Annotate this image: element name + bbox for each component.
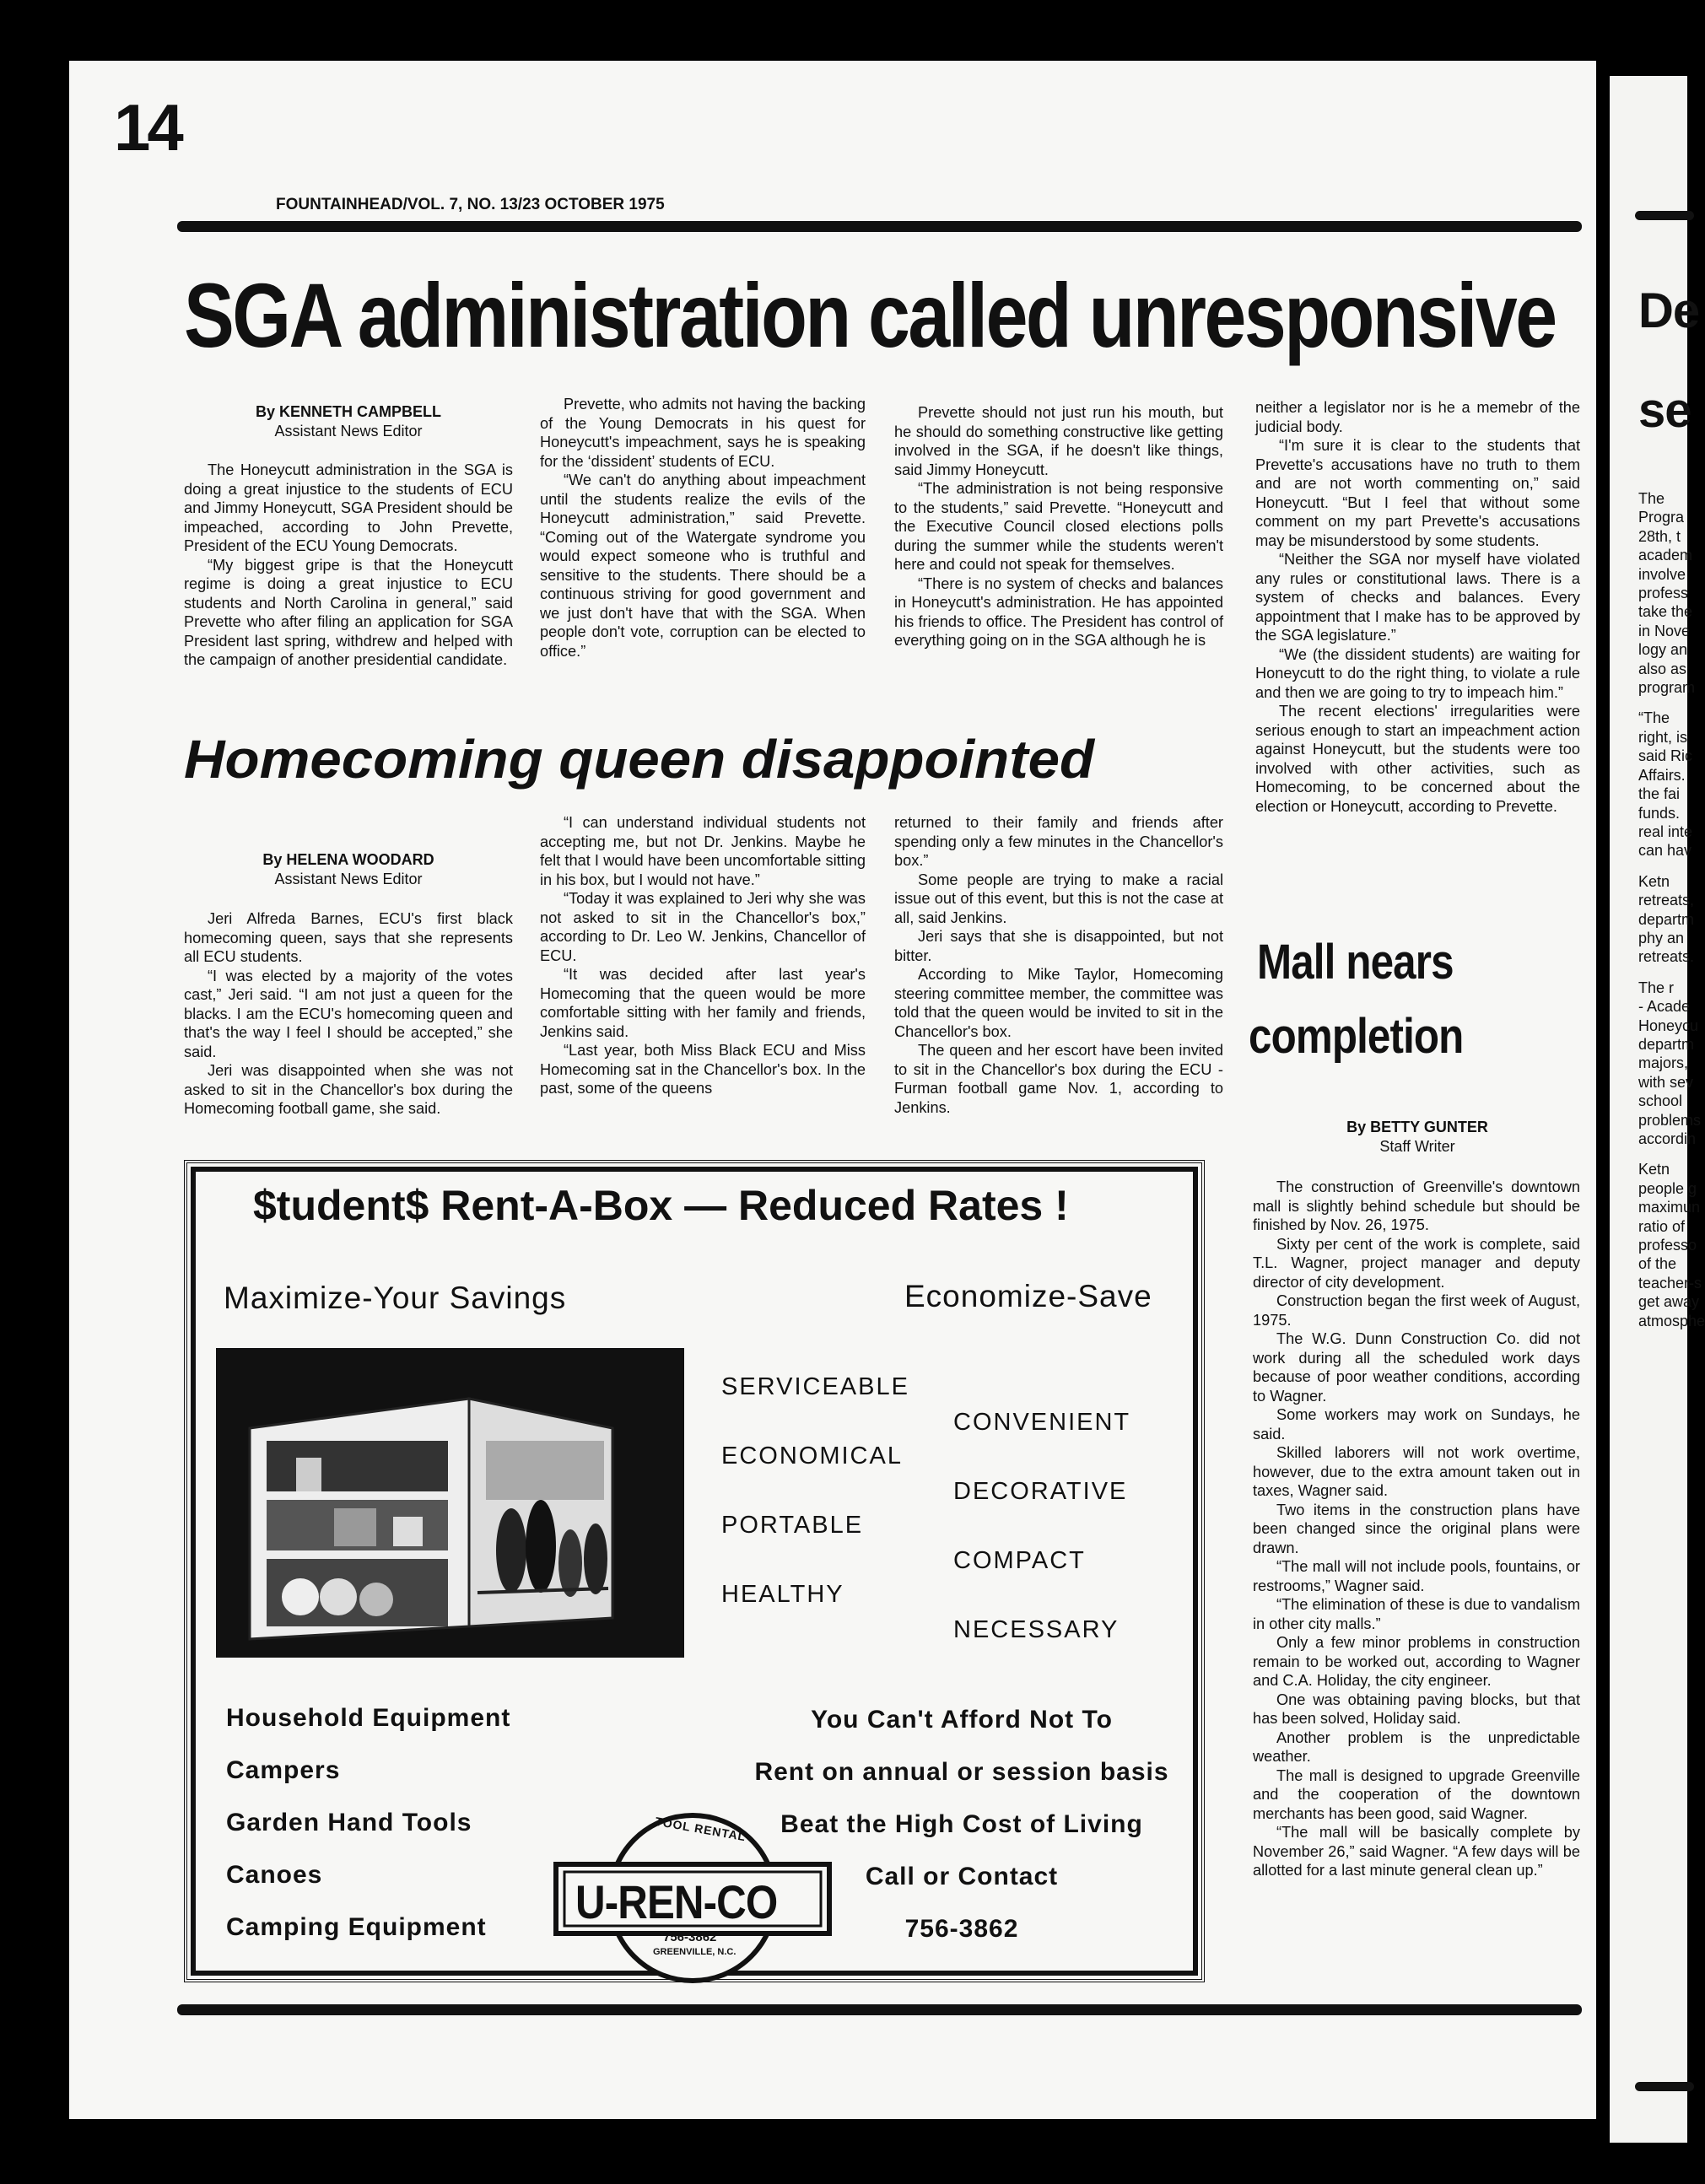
text-fragment: program (1638, 679, 1696, 697)
mall-headline-line-1: Mall nears (1257, 935, 1454, 990)
text-fragment: teacher-s (1638, 1274, 1702, 1292)
bottom-rule-fragment (1635, 2082, 1694, 2091)
text-fragment: professo (1638, 1237, 1697, 1254)
ad-adjective: COMPACT (953, 1547, 1086, 1574)
text-fragment: of the (1638, 1255, 1677, 1273)
urenco-logo (553, 1812, 832, 1985)
logo-name: U-REN-CO (575, 1875, 778, 1928)
paragraph: Prevette should not just run his mouth, but he should do something constructive like getting involved in the SGA, if he doesn't like things, said Jimmy Honeycutt. (894, 404, 1223, 478)
text-fragment: maximun (1638, 1199, 1701, 1216)
sga-column-4 (1255, 398, 1580, 816)
text-fragment: profess (1638, 585, 1689, 602)
paragraph: Jeri says that she is disappointed, but not bitter. (894, 928, 1223, 964)
queen-column-3 (894, 813, 1223, 1117)
text-fragment: phy an (1638, 929, 1685, 946)
mall-byline (1253, 1118, 1582, 1157)
text-fragment: The (1638, 490, 1665, 507)
paragraph: The construction of Greenville's downtown mall is slightly behind schedule but should be finished by Nov. 26, 1975. (1253, 1178, 1580, 1233)
ad-left-tagline: Maximize-Your Savings (224, 1281, 567, 1315)
paragraph: Construction began the first week of August, 1975. (1253, 1292, 1580, 1329)
dateline: FOUNTAINHEAD/VOL. 7, NO. 13/23 OCTOBER 1975 (276, 196, 665, 213)
text-fragment: Ketn (1638, 872, 1670, 890)
refrigerator-photo (216, 1348, 684, 1658)
queen-column-1 (184, 909, 513, 1119)
paragraph: “Neither the SGA nor myself have violated any rules or constitutional laws. There is a system of checks and balances. Every appointment that I make has to be approved by the SGA legislature.” (1255, 551, 1580, 644)
paragraph: Jeri Alfreda Barnes, ECU's first black homecoming queen, says that she represents all ECU students. (184, 910, 513, 965)
paragraph: Some workers may work on Sundays, he said. (1253, 1406, 1580, 1443)
sga-headline: SGA administration called unresponsive (184, 264, 1556, 366)
text-fragment: “The (1638, 709, 1670, 727)
text-fragment: Progra (1638, 509, 1685, 526)
paragraph: Jeri was disappointed when she was not asked to sit in the Chancellor's box during the Homecoming football game, she said. (184, 1062, 513, 1117)
text-fragment: take the (1638, 603, 1693, 621)
queen-byline (184, 850, 513, 889)
paragraph: Only a few minor problems in construction remain to be worked out, according to Wagner and C.A. Holiday, the city engineer. (1253, 1634, 1580, 1689)
paragraph: “I'm sure it is clear to the students that Prevette's accusations have no truth to them and are not worth commenting on,” said Honeycutt. “But I feel that without some comment on my part Prevette's accusations may be misunderstood by some students. (1255, 437, 1580, 549)
paragraph: “My biggest gripe is that the Honeycutt regime is doing a great injustice to ECU students and North Carolina in general,” said Prevette who after filing an application for SGA President last spring, withdrew and helped with the campaign of another presidential candidate. (184, 556, 513, 668)
paragraph: “We (the dissident students) are waiting for Honeycutt to do the right thing, to violate a rule and then we are going to try to impeach him.” (1255, 645, 1580, 701)
ad-uses-list (226, 1704, 580, 1966)
sga-author: By KENNETH CAMPBELL (255, 403, 441, 420)
text-fragment: with sev (1638, 1073, 1694, 1091)
text-fragment: majors, (1638, 1054, 1689, 1072)
text-fragment: in Nove (1638, 622, 1691, 639)
paragraph: The mall is designed to upgrade Greenville and the cooperation of the downtown merchants has been good, said Wagner. (1253, 1766, 1580, 1822)
text-fragment: academ (1638, 547, 1693, 564)
paragraph: Two items in the construction plans have been changed since the original plans were drawn. (1253, 1501, 1580, 1556)
text-fragment: problems (1638, 1111, 1702, 1129)
sga-column-2 (540, 395, 866, 661)
paragraph: “We can't do anything about impeachment until the students realize the evils of the Honeycutt administration,” said Prevette. “Coming out of the Watergate syndrome you would expect someone who is truthful and sensitive to the students. There should be a continuous striving for good government and we just don't have that with the SGA. When people don't vote, corruption can be elected to office.” (540, 472, 866, 660)
queen-author-title: Assistant News Editor (274, 871, 423, 887)
queen-author: By HELENA WOODARD (262, 851, 434, 868)
paragraph: Skilled laborers will not work overtime, however, due to the extra amount taken out in taxes, Wagner said. (1253, 1444, 1580, 1499)
ad-right-tagline: Economize-Save (904, 1279, 1152, 1313)
paragraph: “It was decided after last year's Homecoming that the queen would be more comfortable sitting with her family and friends, Jenkins said. (540, 966, 866, 1040)
text-fragment: retreats. (1638, 948, 1695, 966)
text-fragment: accordin (1638, 1130, 1697, 1147)
paragraph: The Honeycutt administration in the SGA is doing a great injustice to the students of ECU and Jimmy Honeycutt, SGA President should be impeached, according to John Prevette, President of the ECU Young Democrats. (184, 461, 513, 554)
ad-use-item: Household Equipment (226, 1704, 511, 1732)
text-fragment: The r (1638, 979, 1675, 996)
paragraph: “Last year, both Miss Black ECU and Miss Homecoming sat in the Chancellor's box. In the past, some of the queens (540, 1042, 866, 1097)
ad-use-item: Garden Hand Tools (226, 1809, 472, 1836)
text-fragment: also as (1638, 660, 1687, 677)
logo-top-text: TOOL RENTAL (654, 1814, 747, 1844)
text-fragment: retreats, (1638, 892, 1695, 909)
paragraph: One was obtaining paving blocks, but that has been solved, Holiday said. (1253, 1691, 1580, 1727)
text-fragment: the fai (1638, 785, 1681, 803)
paragraph: Another problem is the unpredictable weather. (1253, 1728, 1580, 1765)
ad-adjective: DECORATIVE (953, 1478, 1128, 1505)
ad-adjective: ECONOMICAL (721, 1443, 903, 1469)
header-rule (177, 221, 1582, 232)
mall-author-title: Staff Writer (1379, 1138, 1455, 1155)
text-fragment: can hav (1638, 842, 1692, 860)
text-fragment: involve (1638, 565, 1686, 583)
text-fragment: get away (1638, 1293, 1700, 1311)
paragraph: According to Mike Taylor, Homecoming steering committee member, the committee was told that the queen would be invited to sit in the Chancellor's box. (894, 966, 1223, 1040)
sga-column-1 (184, 461, 513, 670)
ad-adjectives-left (721, 1373, 974, 1650)
ad-adjective: HEALTHY (721, 1581, 844, 1608)
paragraph: “I can understand individual students not accepting me, but not Dr. Jenkins. Maybe he felt that I would have been uncomfortable sitting in his box, but I would not have.” (540, 814, 866, 888)
ad-pitch-line: Rent on annual or session basis (754, 1758, 1169, 1786)
text-fragment: real inte (1638, 822, 1693, 840)
text-fragment: atmosphe (1638, 1312, 1705, 1329)
paragraph: “Today it was explained to Jeri why she was not asked to sit in the Chancellor's box,” according to Dr. Leo W. Jenkins, Chancellor of ECU. (540, 890, 866, 964)
top-rule-fragment (1635, 211, 1694, 220)
mall-column (1253, 1178, 1580, 1880)
paragraph: neither a legislator nor is he a memebr of the judicial body. (1255, 399, 1580, 435)
ad-pitch-line: 756-3862 (904, 1915, 1019, 1943)
text-fragment: right, is (1638, 728, 1688, 746)
sga-column-3 (894, 403, 1223, 650)
ad-pitch-line: You Can't Afford Not To (811, 1706, 1113, 1734)
queen-headline: Homecoming queen disappointed (184, 729, 1095, 790)
text-fragment: Ketn (1638, 1161, 1670, 1178)
text-fragment: ratio of (1638, 1217, 1686, 1235)
paragraph: “There is no system of checks and balances in Honeycutt's administration. He has appointed his friends to office. The President has control of everything going on in the SGA although he is (894, 574, 1223, 649)
text-fragment: - Acade (1638, 998, 1691, 1016)
paragraph: “The elimination of these is due to vandalism in other city malls.” (1253, 1596, 1580, 1632)
sga-author-title: Assistant News Editor (274, 423, 423, 439)
headline-fragment: De (1638, 283, 1700, 338)
ad-adjective: SERVICEABLE (721, 1373, 909, 1400)
text-fragment: 28th, t (1638, 527, 1681, 545)
paragraph: returned to their family and friends after spending only a few minutes in the Chancellor's box.” (894, 814, 1223, 869)
text-fragment: departm (1638, 910, 1695, 928)
paragraph: Sixty per cent of the work is complete, said T.L. Wagner, project manager and deputy director of city development. (1253, 1235, 1580, 1291)
ad-use-item: Camping Equipment (226, 1913, 487, 1941)
paragraph: The W.G. Dunn Construction Co. did not work during all the scheduled work days because of poor weather conditions, according to Wagner. (1253, 1330, 1580, 1405)
paragraph: “I was elected by a majority of the votes cast,” Jeri said. “I am not just a queen for the blacks. I am the ECU's homecoming queen and that's the way I feel I should be accepted,” she said. (184, 967, 513, 1060)
ad-pitch-line: Beat the High Cost of Living (780, 1810, 1143, 1838)
ad-headline: $tudent$ Rent-A-Box — Reduced Rates ! (253, 1182, 1069, 1229)
queen-column-2 (540, 813, 866, 1098)
ad-adjectives-right (953, 1409, 1206, 1685)
ad-pitch-line: Call or Contact (865, 1863, 1059, 1890)
adjacent-page-edge (1610, 76, 1705, 2143)
mall-author: By BETTY GUNTER (1346, 1119, 1488, 1135)
logo-bottom-text: GREENVILLE, N.C. (653, 1947, 736, 1957)
paragraph: “The mall will be basically complete by November 26,” said Wagner. “A few days will be allotted for a last minute general clean up.” (1253, 1824, 1580, 1879)
text-fragment: people g (1638, 1179, 1697, 1197)
paragraph: Some people are trying to make a racial issue out of this event, but this is not the case at all, said Jenkins. (894, 871, 1223, 926)
text-fragment: funds. (1638, 804, 1681, 822)
ad-use-item: Campers (226, 1756, 341, 1784)
ad-use-item: Canoes (226, 1861, 323, 1889)
paragraph: The recent elections' irregularities were serious enough to start an impeachment action against Honeycutt, but the students were too involved with other activities, such as Homecoming, to be concerned about the election or Honeycutt, according to Prevette. (1255, 703, 1580, 815)
logo-phone: 756-3862 (663, 1930, 717, 1944)
mall-headline-line-2: completion (1249, 1009, 1464, 1064)
paragraph: The queen and her escort have been invited to sit in the Chancellor's box during the ECU - Furman football game Nov. 1, according to Jenkins. (894, 1042, 1223, 1116)
ad-adjective: PORTABLE (721, 1512, 864, 1539)
headline-fragment: se (1638, 383, 1692, 438)
text-fragment: said Ric (1638, 747, 1693, 765)
sga-byline (184, 402, 513, 441)
paragraph: “The administration is not being responsive to the students,” said Prevette. “Honeycutt and the Executive Council closed elections polls during the summer while the students weren't here and could not speak for themselves. (894, 480, 1223, 573)
text-fragment: logy an (1638, 641, 1688, 659)
paragraph: “The mall will not include pools, fountains, or restrooms,” Wagner said. (1253, 1558, 1580, 1594)
text-fragment: departm (1638, 1035, 1695, 1053)
text-fragment-column (1638, 489, 1705, 1330)
page-number: 14 (114, 90, 181, 164)
text-fragment: Honeycu (1638, 1017, 1699, 1034)
ad-adjective: NECESSARY (953, 1616, 1120, 1643)
paragraph: Prevette, who admits not having the backing of the Young Democrats in his quest for Honeycutt's impeachment, says he is speaking for the ‘dissident’ students of ECU. (540, 396, 866, 470)
refrigerator-icon (216, 1348, 684, 1658)
footer-rule (177, 2004, 1582, 2015)
ad-adjective: CONVENIENT (953, 1409, 1131, 1436)
text-fragment: Affairs. (1638, 766, 1686, 784)
text-fragment: school (1638, 1092, 1683, 1110)
